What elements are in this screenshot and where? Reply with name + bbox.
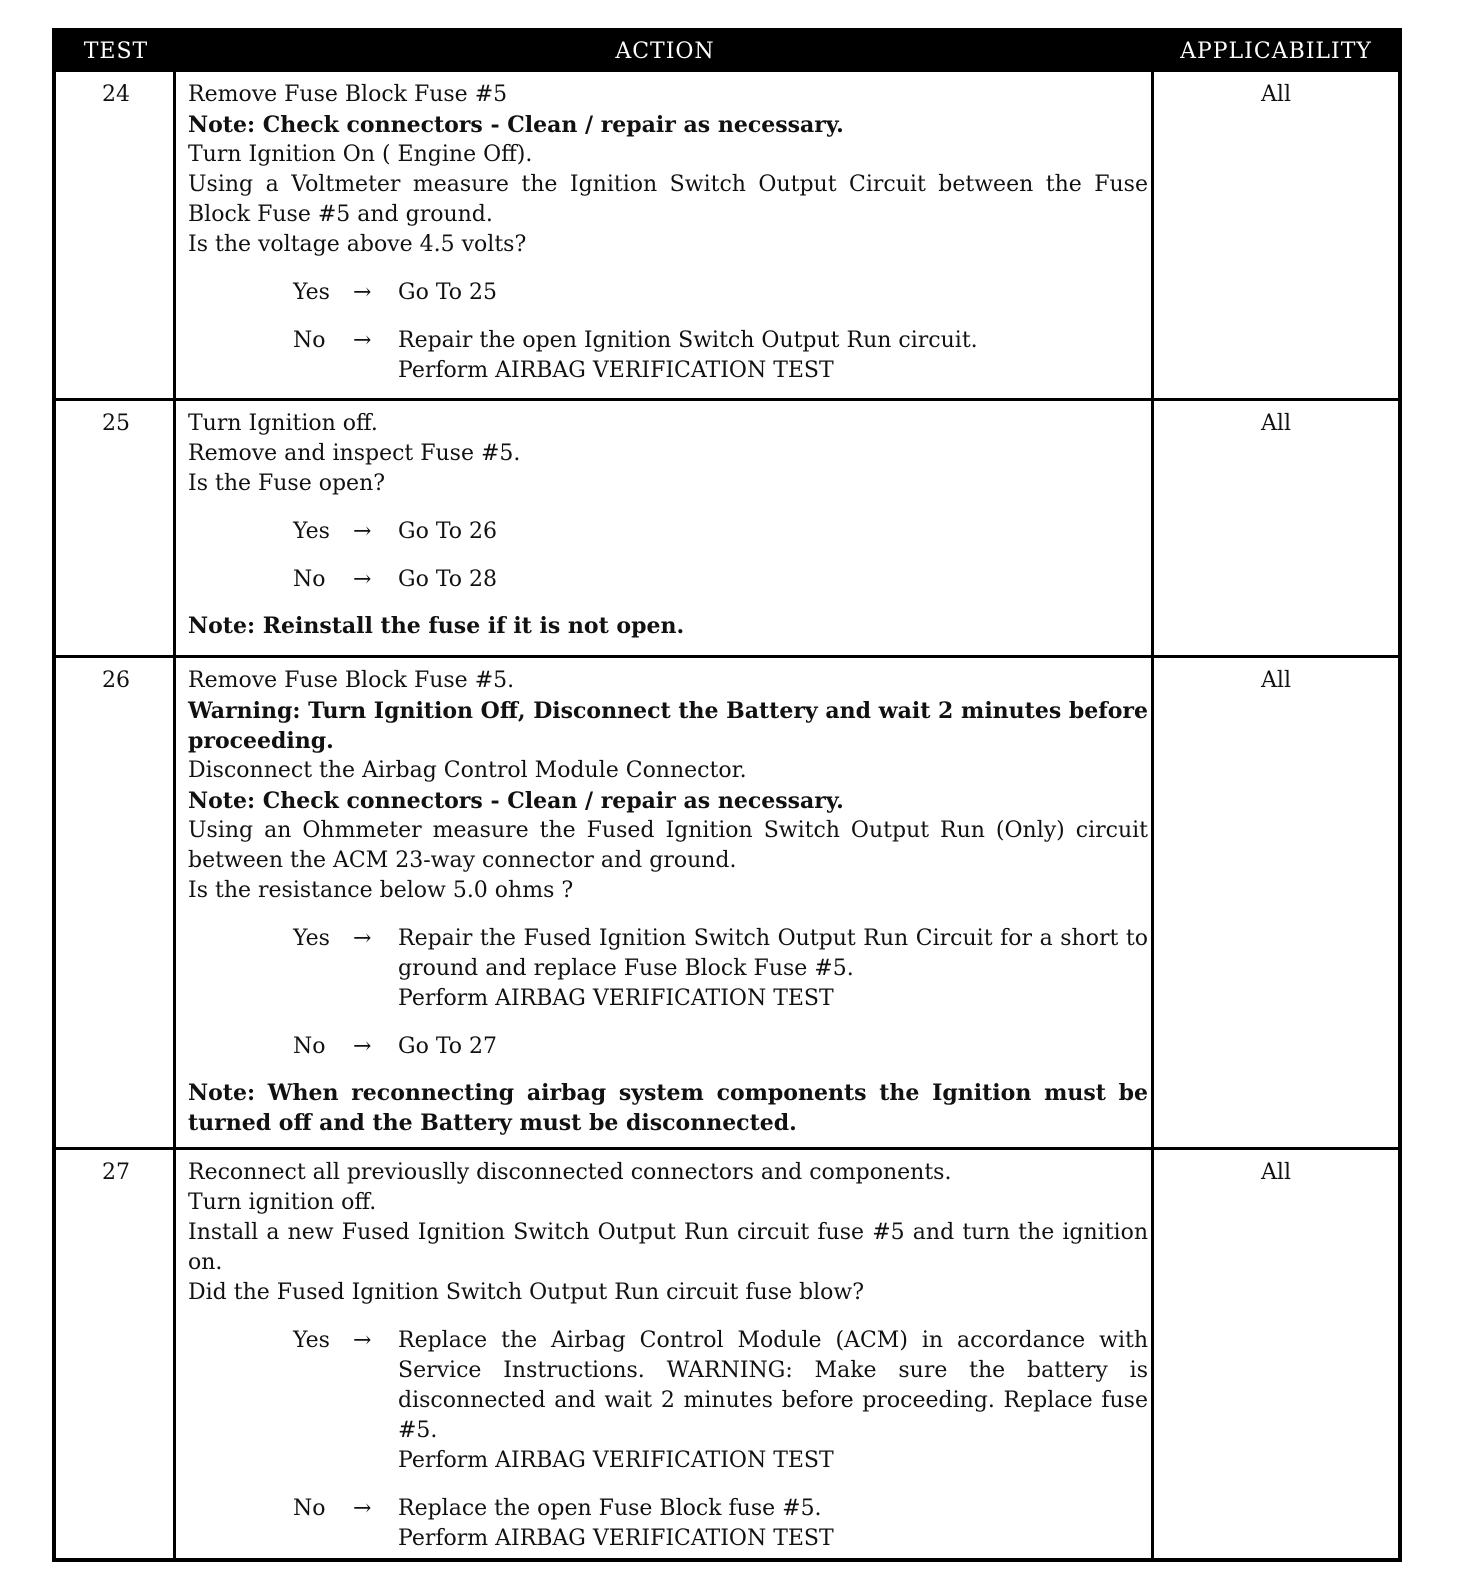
no-branch <box>188 1032 1148 1062</box>
no-text: Go To 27 <box>398 1034 498 1059</box>
table-header <box>56 32 1398 72</box>
arrow-icon: → <box>353 280 372 305</box>
action-line: Is the Fuse open? <box>188 471 386 496</box>
action-cell <box>188 409 1148 641</box>
applicability-cell: All <box>1261 1160 1291 1185</box>
test-number: 24 <box>102 82 130 107</box>
no-text: Repair the open Ignition Switch Output Run circuit. <box>398 328 978 353</box>
no-text: Go To 28 <box>398 567 498 592</box>
note-line: Note: Reinstall the fuse if it is not open. <box>188 613 685 639</box>
action-line: Reconnect all previouslly disconnected connectors and components. <box>188 1160 952 1185</box>
action-line: Did the Fused Ignition Switch Output Run circuit fuse blow? <box>188 1280 864 1305</box>
test-row-26 <box>56 655 1398 1147</box>
no-text: Perform AIRBAG VERIFICATION TEST <box>398 358 834 383</box>
yes-label: Yes <box>293 280 330 305</box>
yes-branch <box>188 1326 1148 1476</box>
note-line: Note: When reconnecting airbag system components the Ignition must be turned off and the Battery must be disconnected. <box>188 1080 1148 1136</box>
no-branch <box>188 565 1148 595</box>
arrow-icon: → <box>353 1034 372 1059</box>
action-cell <box>188 80 1148 386</box>
action-line: Is the resistance below 5.0 ohms ? <box>188 878 574 903</box>
yes-branch <box>188 924 1148 1014</box>
header-action: ACTION <box>615 39 715 64</box>
arrow-icon: → <box>353 328 372 353</box>
yes-label: Yes <box>293 926 330 951</box>
action-cell <box>188 1158 1148 1554</box>
yes-text: Replace the Airbag Control Module (ACM) in accordance with Service Instructions. WARNING: Make sure the battery is disconnected and wait 2 minutes before proceeding. Replace fuse #5. <box>398 1328 1148 1443</box>
test-number: 25 <box>102 411 130 436</box>
test-row-24 <box>56 72 1398 398</box>
header-applicability: APPLICABILITY <box>1180 39 1372 64</box>
action-line: Install a new Fused Ignition Switch Output Run circuit fuse #5 and turn the ignition on. <box>188 1220 1148 1275</box>
warning-line: Warning: Turn Ignition Off, Disconnect the Battery and wait 2 minutes before proceeding. <box>188 698 1148 754</box>
test-number: 27 <box>102 1160 130 1185</box>
yes-branch <box>188 517 1148 547</box>
no-branch <box>188 1494 1148 1554</box>
action-line: Remove and inspect Fuse #5. <box>188 441 521 466</box>
action-line: Turn Ignition On ( Engine Off). <box>188 142 533 167</box>
note-line: Note: Check connectors - Clean / repair as necessary. <box>188 788 844 814</box>
action-line: Turn Ignition off. <box>188 411 378 436</box>
action-line: Is the voltage above 4.5 volts? <box>188 232 527 257</box>
no-text: Replace the open Fuse Block fuse #5. <box>398 1496 822 1521</box>
arrow-icon: → <box>353 567 372 592</box>
no-label: No <box>293 328 326 353</box>
header-test: TEST <box>83 39 149 64</box>
action-line: Using an Ohmmeter measure the Fused Ignition Switch Output Run (Only) circuit between the ACM 23-way connector and ground. <box>188 818 1148 873</box>
arrow-icon: → <box>353 519 372 544</box>
arrow-icon: → <box>353 926 372 951</box>
diagnostic-table <box>52 28 1402 1562</box>
no-label: No <box>293 567 326 592</box>
test-row-25 <box>56 398 1398 655</box>
yes-label: Yes <box>293 1328 330 1353</box>
yes-text: Perform AIRBAG VERIFICATION TEST <box>398 1448 834 1473</box>
applicability-cell: All <box>1261 82 1291 107</box>
yes-text: Go To 26 <box>398 519 498 544</box>
yes-branch <box>188 278 1148 308</box>
yes-text: Perform AIRBAG VERIFICATION TEST <box>398 986 834 1011</box>
action-line: Remove Fuse Block Fuse #5 <box>188 82 508 107</box>
yes-text: Go To 25 <box>398 280 498 305</box>
test-row-27 <box>56 1147 1398 1558</box>
no-text: Perform AIRBAG VERIFICATION TEST <box>398 1526 834 1551</box>
arrow-icon: → <box>353 1496 372 1521</box>
no-branch <box>188 326 1148 386</box>
no-label: No <box>293 1034 326 1059</box>
action-line: Disconnect the Airbag Control Module Connector. <box>188 758 747 783</box>
yes-label: Yes <box>293 519 330 544</box>
test-number: 26 <box>102 668 130 693</box>
action-cell <box>188 666 1148 1138</box>
action-line: Turn ignition off. <box>188 1190 377 1215</box>
yes-text: Repair the Fused Ignition Switch Output Run Circuit for a short to ground and replace Fuse Block Fuse #5. <box>398 926 1148 981</box>
action-line: Remove Fuse Block Fuse #5. <box>188 668 515 693</box>
no-label: No <box>293 1496 326 1521</box>
arrow-icon: → <box>353 1328 372 1353</box>
note-line: Note: Check connectors - Clean / repair as necessary. <box>188 112 844 138</box>
action-line: Using a Voltmeter measure the Ignition Switch Output Circuit between the Fuse Block Fuse #5 and ground. <box>188 172 1148 227</box>
applicability-cell: All <box>1261 668 1291 693</box>
applicability-cell: All <box>1261 411 1291 436</box>
